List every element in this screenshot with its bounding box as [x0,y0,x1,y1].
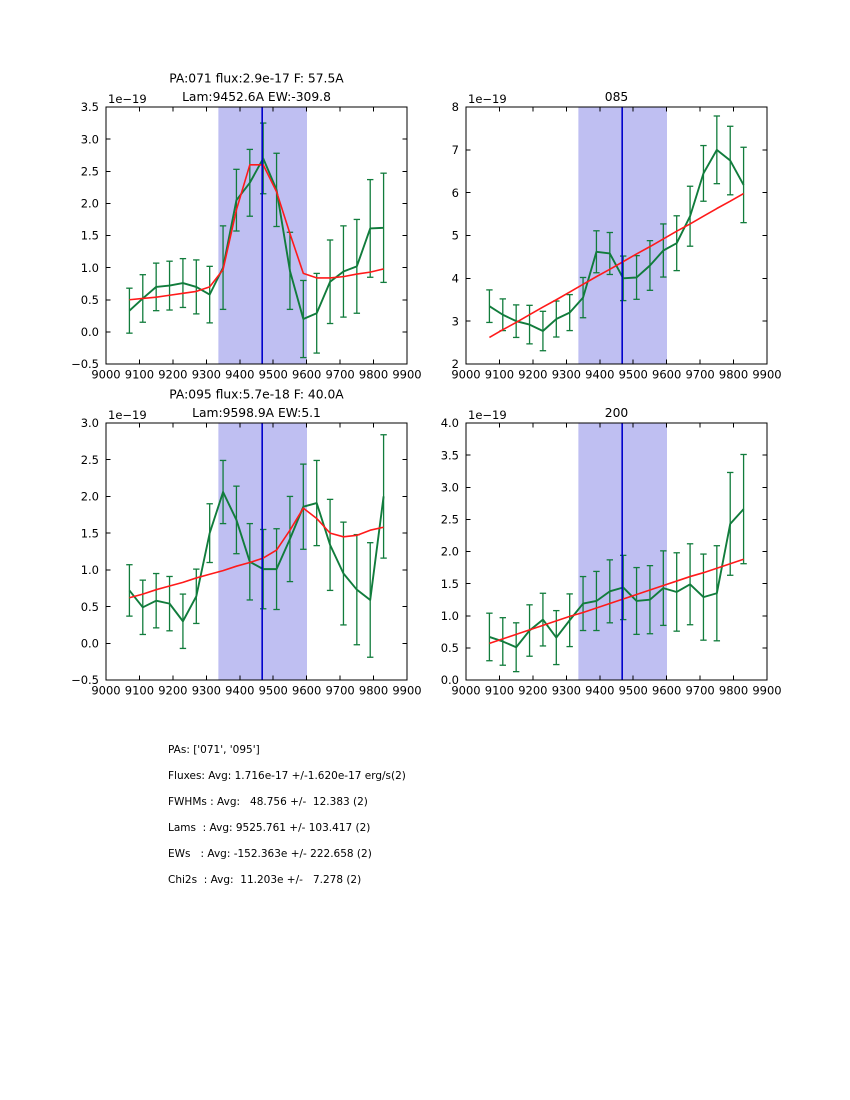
y-tick-label: 3.0 [440,480,459,495]
x-tick-label: 9100 [484,683,515,698]
x-tick-label: 9600 [292,683,322,698]
y-tick-label: 3 [451,314,459,329]
y-tick-label: 4 [451,271,459,286]
x-tick-label: 9100 [484,367,515,382]
x-tick-labels [91,684,421,698]
x-tick-label: 9200 [158,367,188,382]
y-tick-label: 2.5 [440,512,459,527]
x-tick-label: 9700 [685,683,715,698]
y-tick-label: 5 [451,228,459,243]
stats-line-lams: Lams : Avg: 9525.761 +/- 103.417 (2) [168,822,371,834]
x-tick-labels [451,684,781,698]
y-tick-label: −0.5 [71,673,99,688]
y-tick-label: 6 [451,185,459,200]
x-tick-label: 9700 [325,683,355,698]
x-tick-label: 9300 [191,683,221,698]
x-tick-label: 9500 [618,367,648,382]
x-tick-label: 9000 [451,683,481,698]
x-tick-label: 9000 [451,367,481,382]
y-axis-offset-label: 1e−19 [468,408,507,422]
x-tick-label: 9600 [652,367,682,382]
x-tick-label: 9200 [518,683,548,698]
y-tick-label: 2.0 [80,196,99,211]
x-tick-label: 9800 [358,367,389,382]
y-tick-label: 2.5 [80,164,99,179]
x-tick-label: 9000 [91,683,121,698]
x-tick-label: 9600 [652,683,682,698]
x-tick-label: 9400 [225,367,255,382]
x-tick-label: 9700 [685,367,715,382]
y-tick-label: 0.0 [80,636,99,651]
x-tick-label: 9200 [158,683,188,698]
x-tick-label: 9500 [618,683,648,698]
x-tick-label: 9300 [551,367,581,382]
stats-line-pas: PAs: ['071', '095'] [168,744,260,756]
y-axis-offset-label: 1e−19 [108,408,147,422]
y-tick-label: 0.5 [440,641,459,656]
y-axis-offset-label: 1e−19 [108,92,147,106]
x-tick-label: 9900 [752,683,782,698]
subplot-title-line: 085 [604,90,629,104]
x-tick-label: 9700 [325,367,355,382]
x-tick-label: 9900 [392,683,422,698]
stats-line-chi2s: Chi2s : Avg: 11.203e +/- 7.278 (2) [168,874,362,886]
x-tick-label: 9400 [585,683,615,698]
stats-line-fwhms: FWHMs : Avg: 48.756 +/- 12.383 (2) [168,796,368,808]
y-tick-label: 0.5 [80,292,99,307]
x-tick-label: 9800 [718,683,749,698]
x-tick-label: 9400 [585,367,615,382]
x-tick-label: 9400 [225,683,255,698]
y-tick-label: 0.0 [80,325,99,340]
x-tick-label: 9800 [718,367,749,382]
y-tick-label: 2 [451,357,459,372]
y-tick-label: 4.0 [440,416,459,431]
y-tick-label: −0.5 [71,357,99,372]
x-tick-label: 9100 [124,683,155,698]
stats-block [168,744,406,900]
x-tick-label: 9500 [258,683,288,698]
subplot-title-line: PA:095 flux:5.7e-18 F: 40.0A [169,387,344,402]
subplot-title-line: Lam:9598.9A EW:5.1 [192,406,321,420]
y-tick-label: 2.0 [80,489,99,504]
y-tick-label: 0.0 [440,673,459,688]
x-tick-label: 9100 [124,367,155,382]
y-tick-label: 1.0 [440,608,459,623]
y-tick-label: 1.0 [80,260,99,275]
y-tick-label: 2.5 [80,452,99,467]
y-tick-label: 1.0 [80,563,99,578]
y-tick-labels [452,100,459,371]
x-tick-label: 9500 [258,367,288,382]
x-tick-label: 9800 [358,683,389,698]
y-axis-offset-label: 1e−19 [468,92,507,106]
y-tick-labels [71,416,99,687]
subplot-200 [406,361,783,710]
y-tick-labels [71,100,99,371]
y-tick-labels [441,416,459,687]
y-tick-label: 3.0 [80,132,99,147]
subplot-pa095 [46,361,423,710]
y-tick-label: 2.0 [440,544,459,559]
y-tick-label: 3.5 [80,100,99,115]
y-tick-label: 3.0 [80,416,99,431]
stats-line-fluxes: Fluxes: Avg: 1.716e-17 +/-1.620e-17 erg/s(2) [168,770,406,782]
subplot-title-line: Lam:9452.6A EW:-309.8 [182,90,331,104]
y-tick-label: 1.5 [80,228,99,243]
y-tick-label: 1.5 [440,576,459,591]
x-tick-label: 9900 [392,367,422,382]
subplot-title-line: PA:071 flux:2.9e-17 F: 57.5A [169,71,344,86]
y-tick-label: 7 [451,143,459,158]
y-tick-label: 8 [451,100,459,115]
y-tick-label: 1.5 [80,526,99,541]
x-tick-label: 9600 [292,367,322,382]
y-tick-label: 0.5 [80,599,99,614]
y-tick-label: 3.5 [440,448,459,463]
subplot-title-line: 200 [604,406,629,420]
x-tick-label: 9900 [752,367,782,382]
subplot-085 [406,45,783,394]
x-tick-label: 9300 [551,683,581,698]
x-tick-label: 9300 [191,367,221,382]
x-tick-label: 9200 [518,367,548,382]
stats-line-ews: EWs : Avg: -152.363e +/- 222.658 (2) [168,848,372,860]
x-tick-label: 9000 [91,367,121,382]
subplot-pa071 [46,45,423,394]
